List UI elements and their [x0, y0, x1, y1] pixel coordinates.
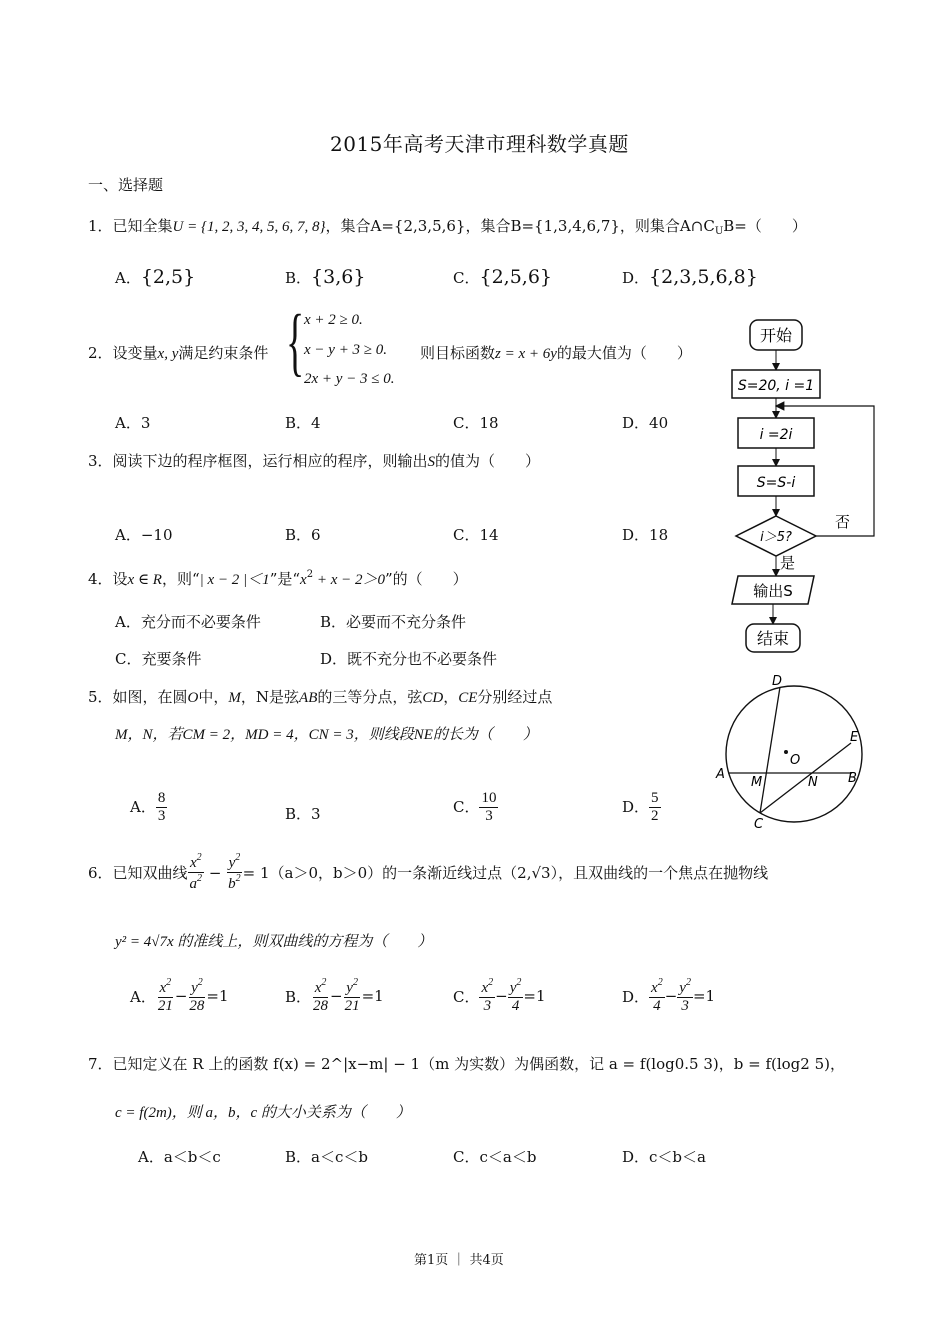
q7-option-a[interactable]: A．a＜b＜c: [138, 1148, 221, 1166]
q3-option-d[interactable]: D．18: [622, 526, 669, 544]
chord-ce: [760, 743, 851, 813]
q2-option-c[interactable]: C．18: [453, 414, 499, 432]
q3-option-c[interactable]: C．14: [453, 526, 499, 544]
question-7-line-2: c = f(2m)，则 a，b，c 的大小关系为（ ）: [115, 1105, 411, 1121]
q7-option-b[interactable]: B．a＜c＜b: [285, 1148, 368, 1166]
question-3: 3．阅读下边的程序框图，运行相应的程序，则输出S的值为（ ）: [88, 452, 541, 470]
label-m: M: [751, 775, 763, 790]
q6-option-c[interactable]: C． $\frac{x^2}{3}$ − $\frac{y^2}{4}$ =1: [453, 977, 546, 1015]
flow-init-label: S=20, i =1: [737, 378, 815, 394]
q2-tail: 则目标函数z = x + 6y的最大值为（ ）: [420, 344, 692, 362]
question-4: 4．设x ∈ R，则“| x − 2 |＜1”是“$x^2 + x - 2>0$”的（ ）: [88, 569, 468, 588]
flow-step2-label: S=S-i: [756, 475, 796, 491]
q1-sub-u: U: [714, 226, 724, 237]
label-c: C: [754, 817, 764, 832]
chord-cd: [760, 687, 780, 813]
flowchart-figure: [720, 312, 890, 662]
question-6-line-1: 6．已知双曲线 $\frac{x^2}{a^2}$ − $\frac{y^2}{b^2}$ = 1（a＞0，b＞0）的一条渐近线过点（2,√3），且双曲线的一个焦点在抛物线: [88, 852, 769, 893]
flow-step1-label: i =2i: [759, 427, 793, 443]
flow-no-label: 否: [835, 513, 851, 531]
q6-option-b[interactable]: B． $\frac{x^2}{28}$ − $\frac{y^2}{21}$ =1: [285, 977, 384, 1015]
q4-option-d[interactable]: D．既不充分也不必要条件: [320, 650, 498, 668]
question-1: [88, 215, 807, 237]
flow-output-label: 输出S: [753, 582, 793, 600]
label-b: B: [848, 771, 857, 786]
flow-start-label: 开始: [759, 326, 793, 345]
q2-option-a[interactable]: A．3: [115, 414, 151, 432]
label-a: A: [716, 767, 725, 782]
q4-option-b[interactable]: B．必要而不充分条件: [320, 613, 467, 631]
q5-option-c[interactable]: C． $\frac{10}{3}$: [453, 790, 497, 825]
q2-option-d[interactable]: D．40: [622, 414, 669, 432]
q1-option-d[interactable]: D．{2,3,5,6,8}: [622, 266, 758, 288]
q1-option-a[interactable]: A．{2,5}: [115, 266, 196, 288]
q2-cond-3: 2x + y − 3 ≤ 0.: [304, 371, 395, 387]
flow-yes-label: 是: [780, 554, 796, 572]
page-title: 2015年高考天津市理科数学真题: [330, 132, 629, 156]
q6-option-d[interactable]: D． $\frac{x^2}{4}$ − $\frac{y^2}{3}$ =1: [622, 977, 716, 1015]
q1-option-b[interactable]: B．{3,6}: [285, 266, 366, 288]
q5-option-a[interactable]: A． $\frac{8}{3}$: [130, 790, 166, 825]
circle-figure: [710, 672, 870, 832]
q2-option-b[interactable]: B．4: [285, 414, 321, 432]
q5-option-b[interactable]: B．3: [285, 805, 321, 823]
q4-option-a[interactable]: A．充分而不必要条件: [115, 613, 261, 631]
q1-option-c[interactable]: C．{2,5,6}: [453, 266, 553, 288]
center-point: [784, 750, 788, 754]
q7-option-c[interactable]: C．c＜a＜b: [453, 1148, 537, 1166]
question-6-line-2: y² = 4√7x 的准线上，则双曲线的方程为（ ）: [115, 934, 433, 950]
page-footer: 第1页 ｜ 共4页: [414, 1253, 504, 1268]
question-5-line-1: 5．如图，在圆O中，M，N是弦AB的三等分点，弦CD，CE分别经过点: [88, 688, 553, 706]
label-d: D: [772, 674, 783, 689]
q5-option-d[interactable]: D． $\frac{5}{2}$: [622, 790, 659, 825]
question-5-line-2: M，N，若CM = 2，MD = 4，CN = 3，则线段NE的长为（ ）: [115, 727, 538, 743]
q2-stem: 2．设变量x, y满足约束条件: [88, 344, 269, 362]
q4-option-c[interactable]: C．充要条件: [115, 650, 202, 668]
q1-set-u: U = {1, 2, 3, 4, 5, 6, 7, 8}: [172, 219, 326, 235]
flow-end-label: 结束: [756, 629, 790, 648]
question-7-line-1: 7．已知定义在 R 上的函数 f(x) = 2^|x−m| − 1（m 为实数）为偶函数，记 a = f(log0.5 3)，b = f(log2 5)，: [88, 1055, 845, 1073]
q6-option-a[interactable]: A． $\frac{x^2}{21}$ − $\frac{y^2}{28}$ =1: [130, 977, 229, 1015]
q2-cond-2: x − y + 3 ≥ 0.: [304, 342, 388, 358]
q2-brace: {: [286, 300, 305, 384]
q3-option-b[interactable]: B．6: [285, 526, 321, 544]
q1-stem: 1．已知全集: [88, 217, 173, 235]
q1-rest: ，集合A={2,3,5,6}，集合B={1,3,4,6,7}，则集合A∩C: [325, 217, 715, 235]
q1-tail: B=（ ）: [723, 217, 807, 235]
label-e: E: [850, 730, 859, 745]
label-o: O: [790, 753, 801, 768]
q2-cond-1: x + 2 ≥ 0.: [304, 312, 363, 328]
section-heading: 一、选择题: [88, 176, 164, 194]
q3-option-a[interactable]: A．−10: [115, 526, 173, 544]
flow-condition-label: i＞5?: [760, 530, 792, 545]
label-n: N: [808, 775, 818, 790]
q7-option-d[interactable]: D．c＜b＜a: [622, 1148, 706, 1166]
